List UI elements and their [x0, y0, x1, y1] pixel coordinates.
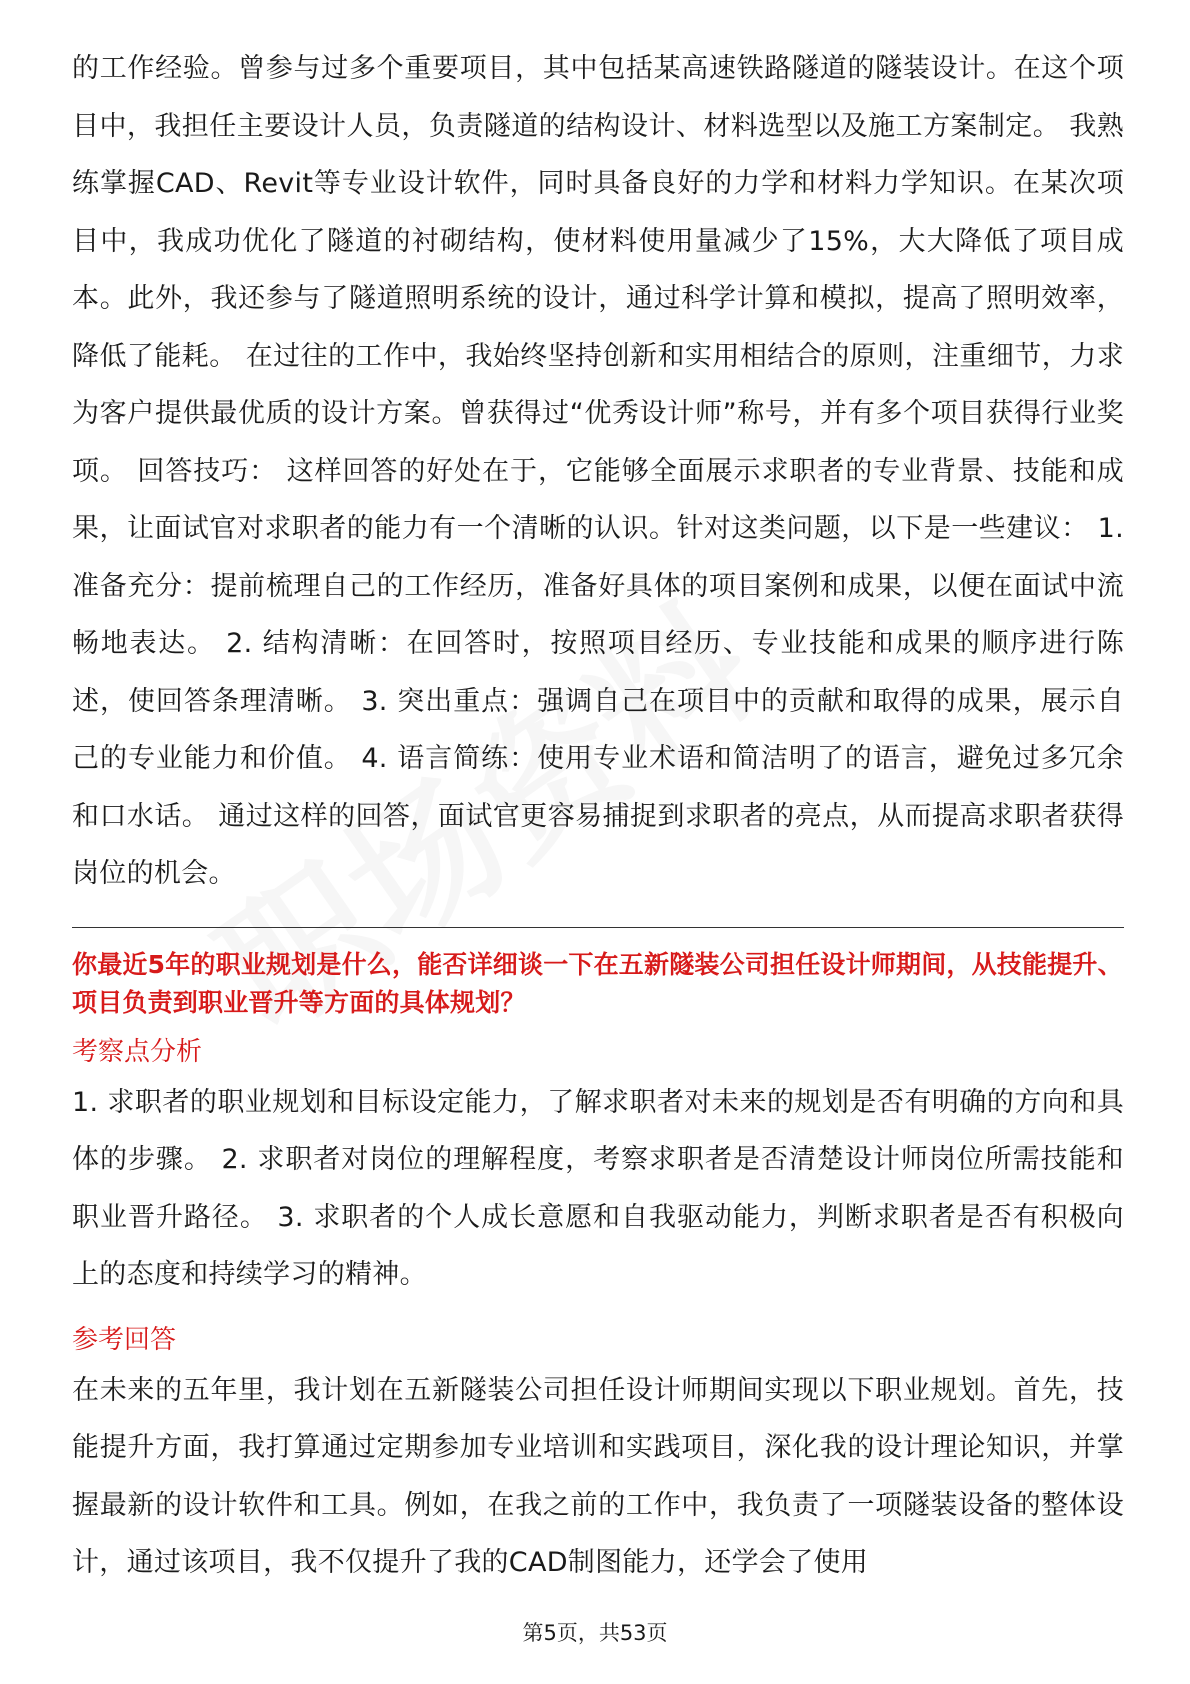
interview-question: 你最近5年的职业规划是什么，能否详细谈一下在五新隧装公司担任设计师期间，从技能提升、项目负责到职业晋升等方面的具体规划？: [72, 949, 1123, 1017]
page-number-footer: 第5页，共53页: [522, 1621, 668, 1645]
section-divider: [72, 927, 1124, 928]
analysis-heading: 考察点分析: [72, 1036, 203, 1067]
reference-answer-heading: 参考回答: [72, 1324, 177, 1355]
reference-answer-paragraph: 在未来的五年里，我计划在五新隧装公司担任设计师期间实现以下职业规划。首先，技能提升方面，我打算通过定期参加专业培训和实践项目，深化我的设计理论知识，并掌握最新的设计软件和工具。例如，在我之前的工作中，我负责了一项隧装设备的整体设计，通过该项目，我不仅提升了我的CAD制图能力，还学会了使用: [72, 1374, 1124, 1578]
document-page: [72, 40, 1124, 1592]
answer-continuation-paragraph: 的工作经验。曾参与过多个重要项目，其中包括某高速铁路隧道的隧装设计。在这个项目中，我担任主要设计人员，负责隧道的结构设计、材料选型以及施工方案制定。 我熟练掌握CAD、Revit等专业设计软件，同时具备良好的力学和材料力学知识。在某次项目中，我成功优化了隧道的衬砌结构，使材料使用量减少了15%，大大降低了项目成本。此外，我还参与了隧道照明系统的设计，通过科学计算和模拟，提高了照明效率，降低了能耗。 在过往的工作中，我始终坚持创新和实用相结合的原则，注重细节，力求为客户提供最优质的设计方案。曾获得过“优秀设计师”称号，并有多个项目获得行业奖项。 回答技巧： 这样回答的好处在于，它能够全面展示求职者的专业背景、技能和成果，让面试官对求职者的能力有一个清晰的认识。针对这类问题，以下是一些建议： 1. 准备充分：提前梳理自己的工作经历，准备好具体的项目案例和成果，以便在面试中流畅地表达。 2. 结构清晰：在回答时，按照项目经历、专业技能和成果的顺序进行陈述，使回答条理清晰。 3. 突出重点：强调自己在项目中的贡献和取得的成果，展示自己的专业能力和价值。 4. 语言简练：使用专业术语和简洁明了的语言，避免过多冗余和口水话。 通过这样的回答，面试官更容易捕捉到求职者的亮点，从而提高求职者获得岗位的机会。: [72, 53, 1124, 889]
analysis-paragraph: 1. 求职者的职业规划和目标设定能力，了解求职者对未来的规划是否有明确的方向和具体的步骤。 2. 求职者对岗位的理解程度，考察求职者是否清楚设计师岗位所需技能和职业晋升路径。 3. 求职者的个人成长意愿和自我驱动能力，判断求职者是否有积极向上的态度和持续学习的精神。: [72, 1086, 1124, 1290]
